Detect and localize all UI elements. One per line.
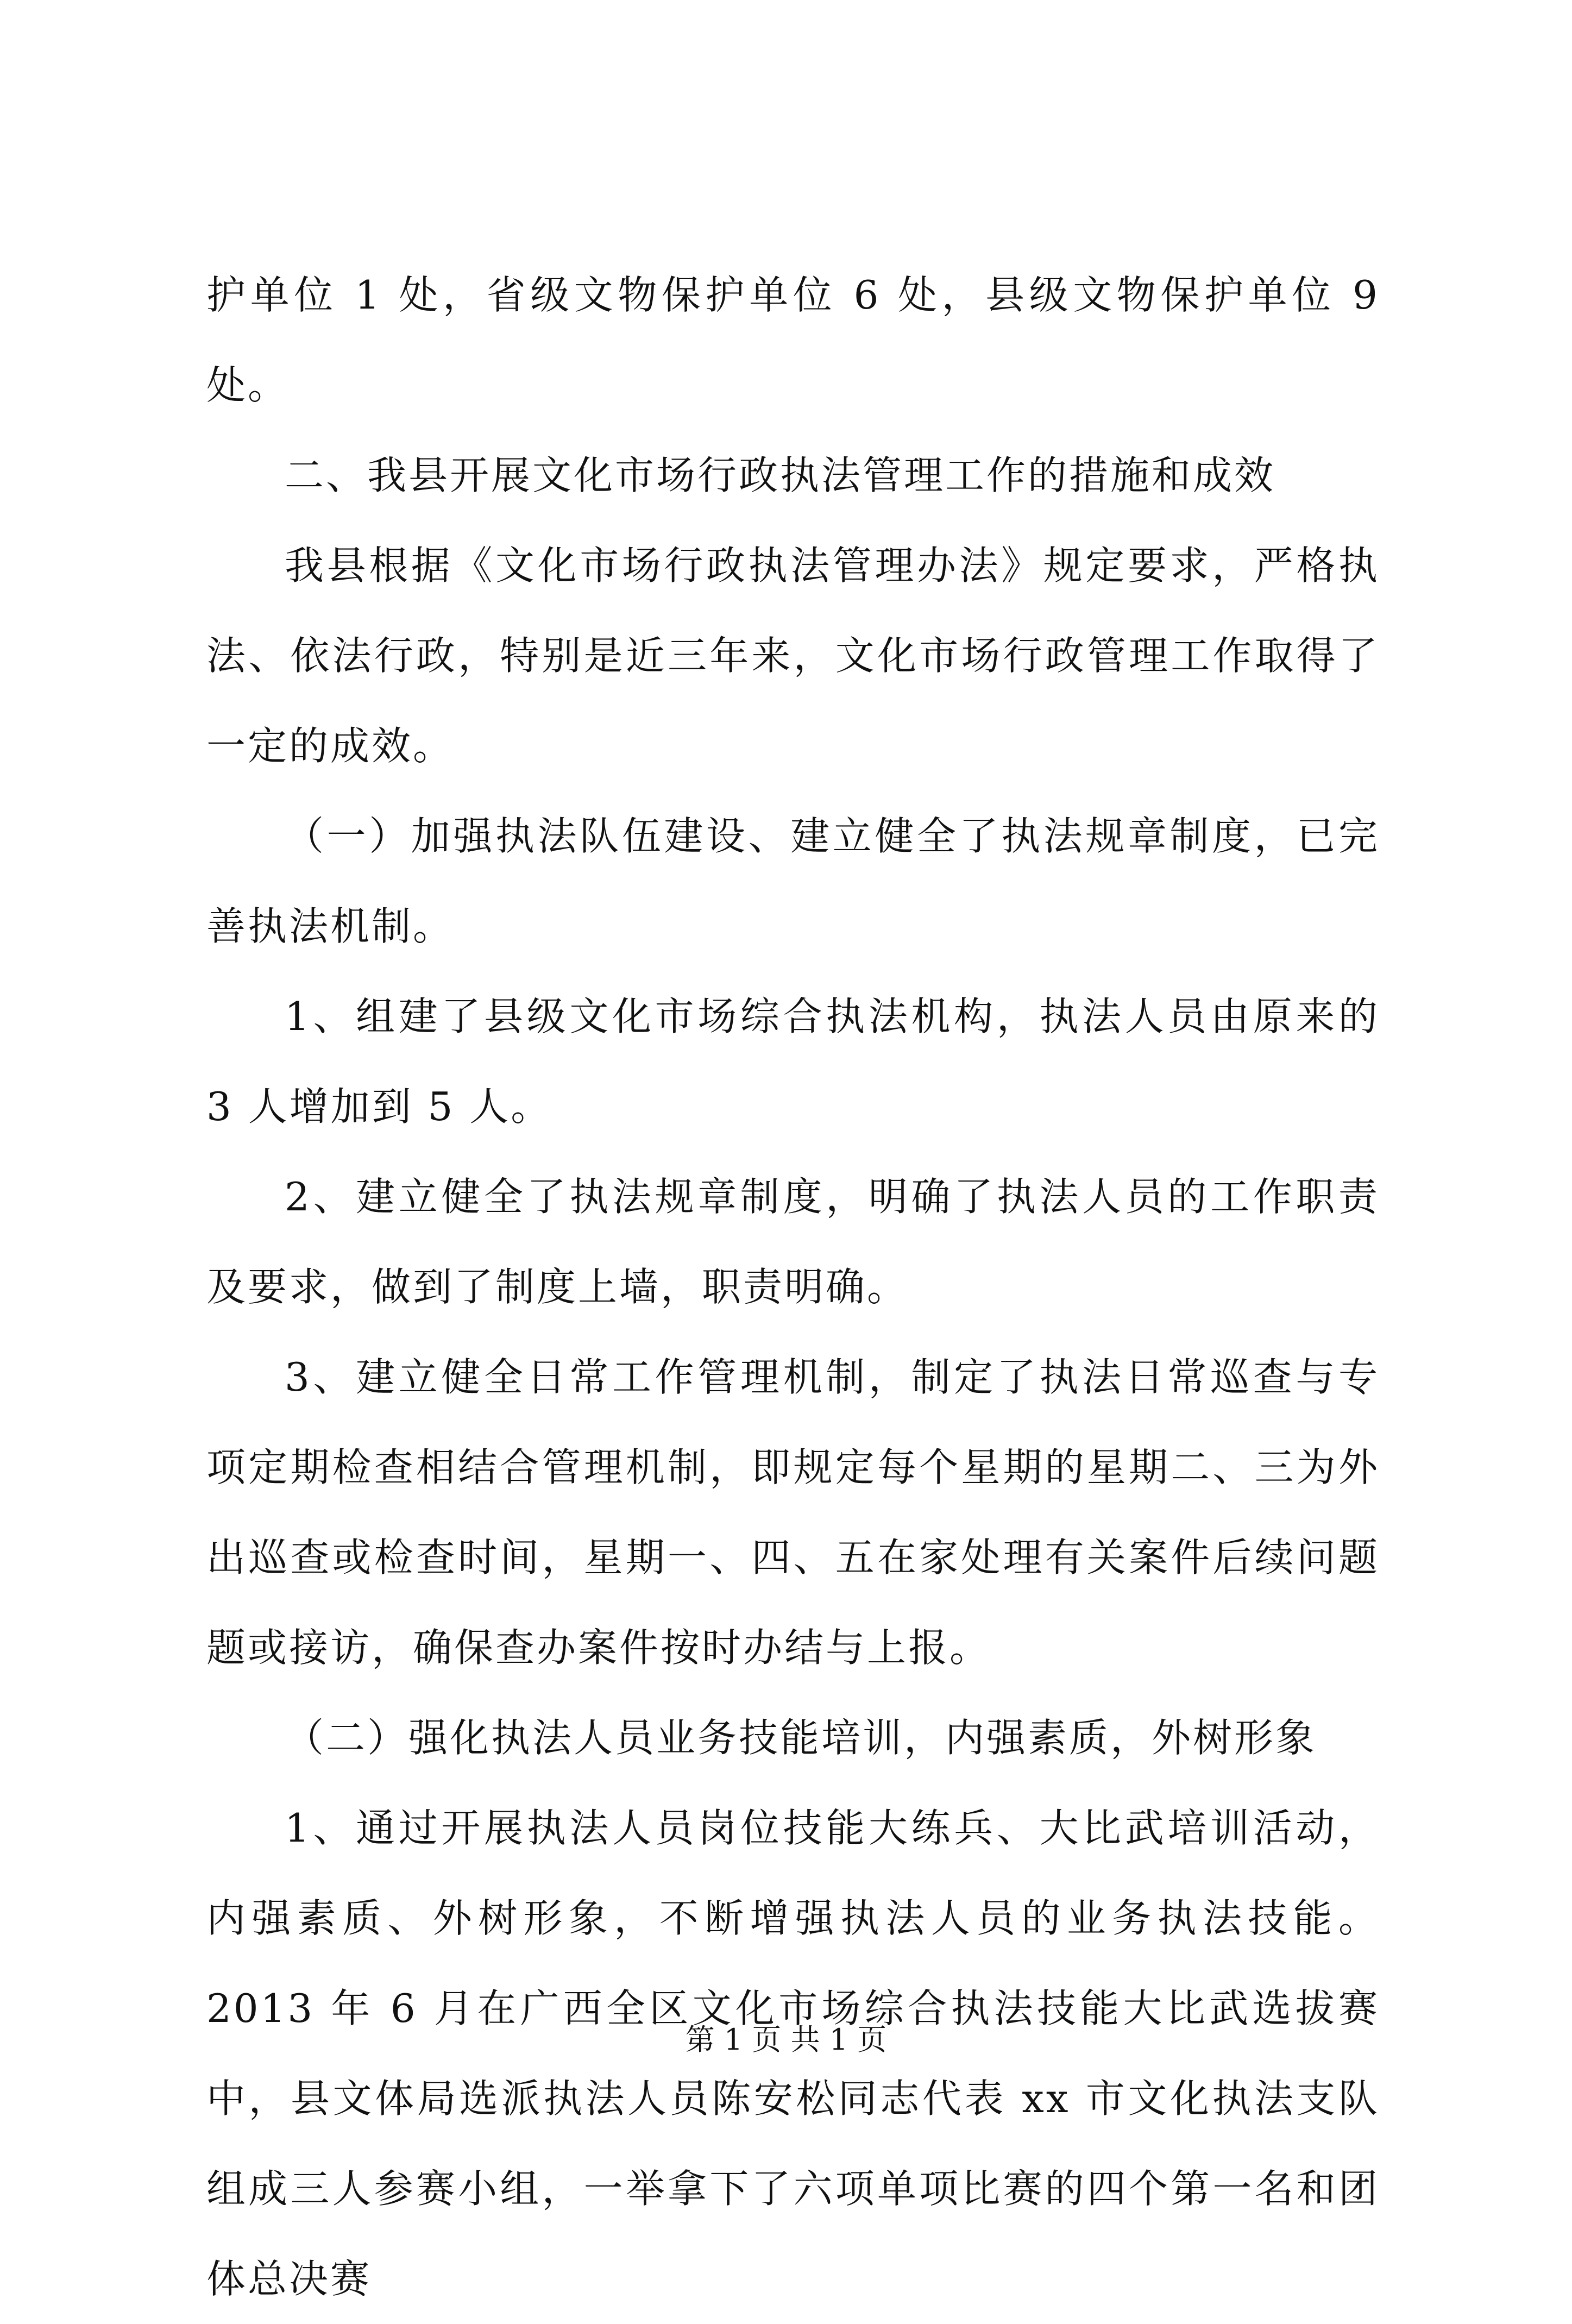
list-item-3: 3、建立健全日常工作管理机制，制定了执法日常巡查与专项定期检查相结合管理机制，即规定每个星期的星期二、三为外出巡查或检查时间，星期一、四、五在家处理有关案件后续问题题或接访，确保查办案件按时办结与上报。 xyxy=(206,1354,1380,1670)
paragraph-1: 护单位 1 处，省级文物保护单位 6 处，县级文物保护单位 9 处。 xyxy=(206,272,1380,408)
page-footer: 第 1 页 共 1 页 xyxy=(685,2022,887,2057)
section-heading-2: 二、我县开展文化市场行政执法管理工作的措施和成效 xyxy=(285,453,1276,498)
list-item-1: 1、组建了县级文化市场综合执法机构，执法人员由原来的 3 人增加到 5 人。 xyxy=(206,994,1380,1129)
document-body xyxy=(206,250,1380,2324)
list-item-4: 1、通过开展执法人员岗位技能大练兵、大比武培训活动，内强素质、外树形象，不断增强执法人员的业务执法技能。2013 年 6 月在广西全区文化市场综合执法技能大比武选拔赛中，县文体局选派执法人员陈安松同志代表 xx 市文化执法支队组成三人参赛小组，一举拿下了六项单项比赛的四个第一名和团体总决赛 xyxy=(206,1805,1380,2302)
paragraph-3: 我县根据《文化市场行政执法管理办法》规定要求，严格执法、依法行政，特别是近三年来，文化市场行政管理工作取得了一定的成效。 xyxy=(206,543,1380,769)
list-item-2: 2、建立健全了执法规章制度，明确了执法人员的工作职责及要求，做到了制度上墙，职责明确。 xyxy=(206,1174,1380,1310)
subsection-heading-2: （二）强化执法人员业务技能培训，内强素质，外树形象 xyxy=(285,1715,1317,1761)
subsection-heading-1: （一）加强执法队伍建设、建立健全了执法规章制度，已完善执法机制。 xyxy=(206,813,1380,949)
